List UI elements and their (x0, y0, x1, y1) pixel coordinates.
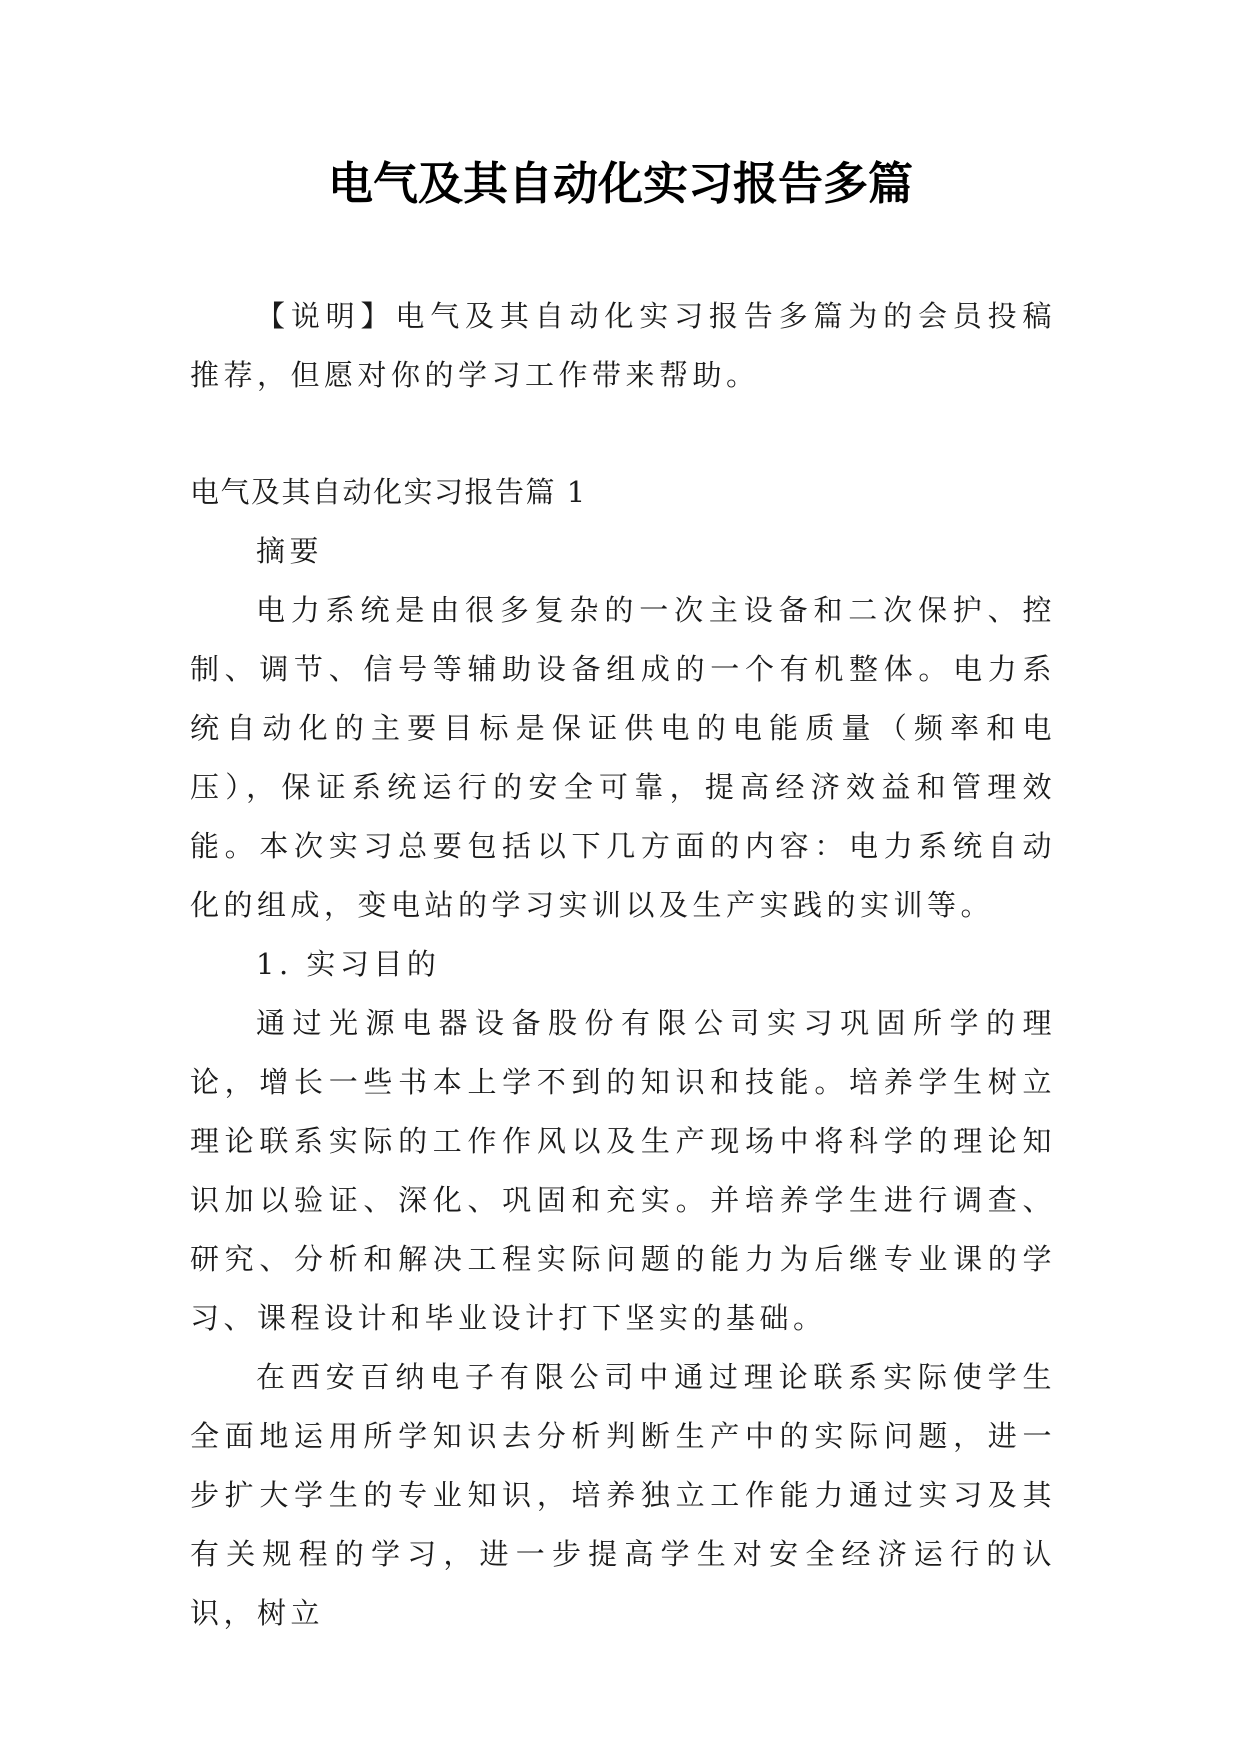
paragraph-intro: 电力系统是由很多复杂的一次主设备和二次保护、控制、调节、信号等辅助设备组成的一个有机整体。电力系统自动化的主要目标是保证供电的电能质量（频率和电压），保证系统运行的安全可靠，提高经济效益和管理效能。本次实习总要包括以下几方面的内容：电力系统自动化的组成，变电站的学习实训以及生产实践的实训等。 (190, 593, 1056, 922)
paragraph-purpose: 通过光源电器设备股份有限公司实习巩固所学的理论，增长一些书本上学不到的知识和技能。培养学生树立理论联系实际的工作作风以及生产现场中将科学的理论知识加以验证、深化、巩固和充实。并培养学生进行调查、研究、分析和解决工程实际问题的能力为后继专业课的学习、课程设计和毕业设计打下坚实的基础。 (190, 1006, 1056, 1335)
paragraph-practice: 在西安百纳电子有限公司中通过理论联系实际使学生全面地运用所学知识去分析判断生产中的实际问题，进一步扩大学生的专业知识，培养独立工作能力通过实习及其有关规程的学习，进一步提高学生对安全经济运行的认识，树立 (190, 1360, 1056, 1630)
note-paragraph: 【说明】电气及其自动化实习报告多篇为的会员投稿推荐，但愿对你的学习工作带来帮助。 (190, 299, 1056, 392)
main-body (190, 463, 1056, 1643)
section-heading: 电气及其自动化实习报告篇 1 (190, 475, 587, 509)
document-title: 电气及其自动化实习报告多篇 (327, 157, 913, 210)
note-block (190, 287, 1056, 405)
abstract-label: 摘要 (256, 534, 324, 568)
subheading-purpose: 1. 实习目的 (256, 947, 441, 981)
